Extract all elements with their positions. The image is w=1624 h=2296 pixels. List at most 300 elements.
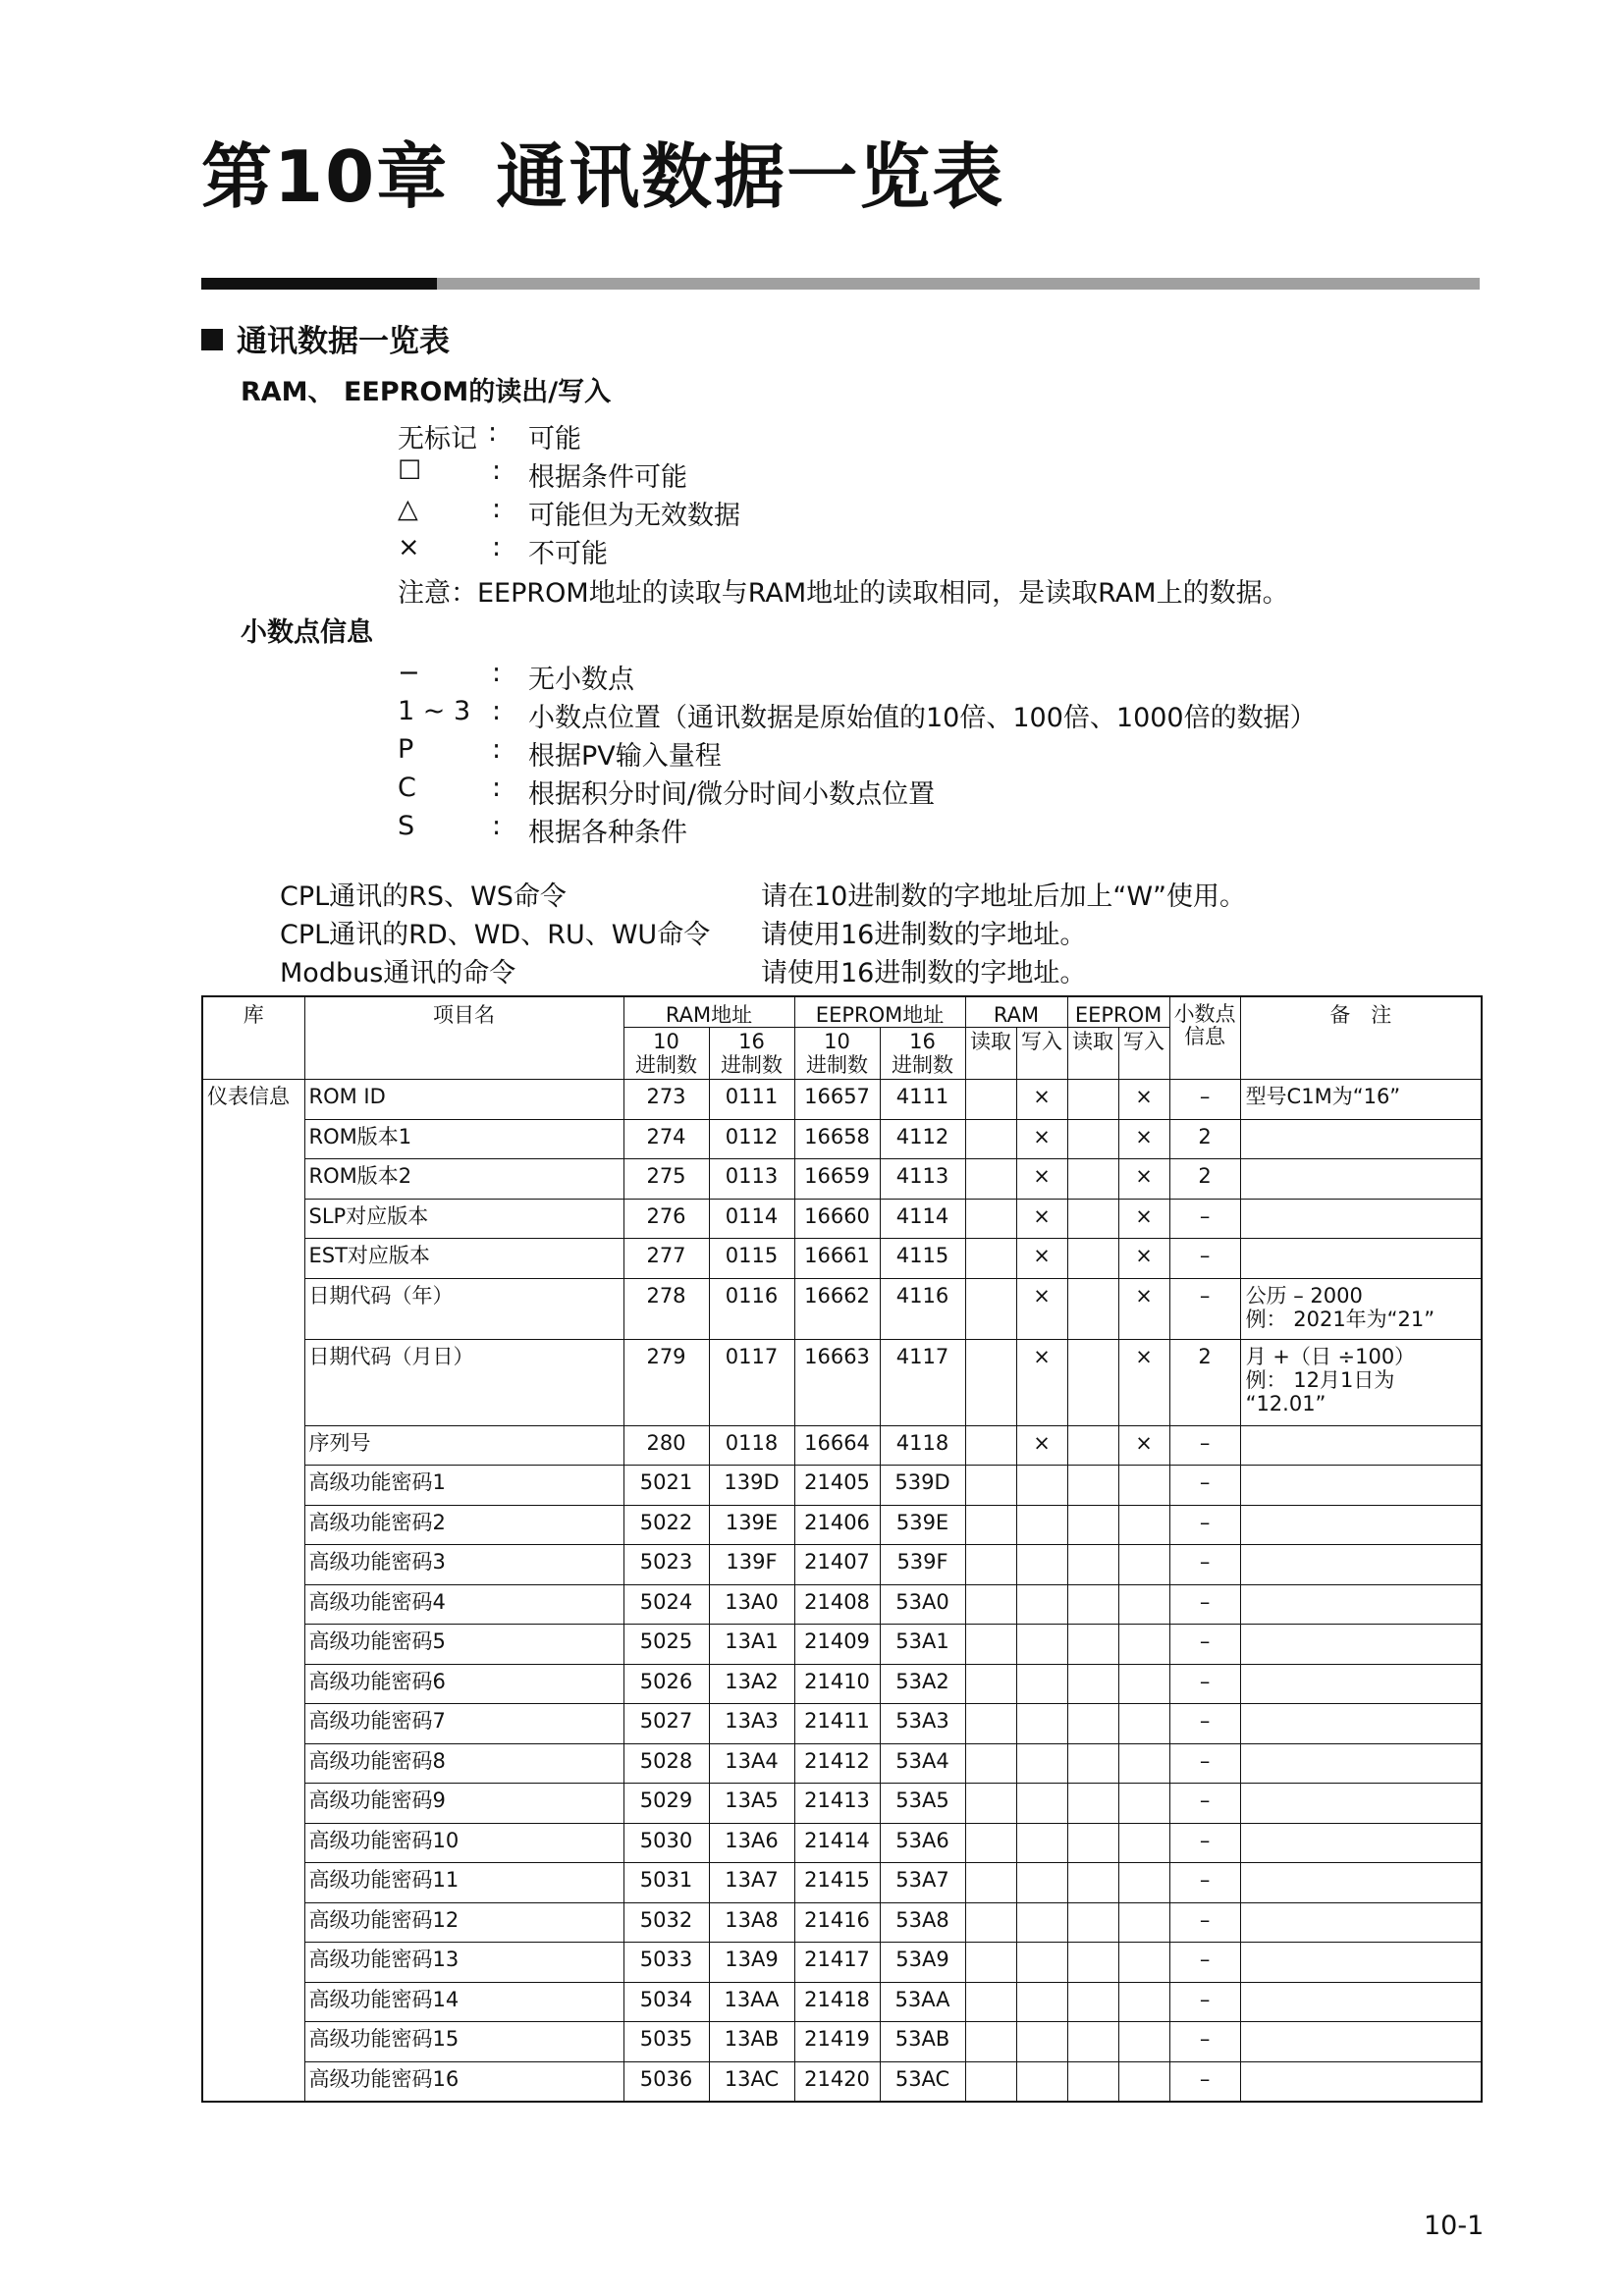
legend-text: 无小数点	[528, 665, 634, 695]
ram-hex-cell: 0112	[709, 1119, 794, 1159]
ram-write-cell	[1016, 1625, 1067, 1665]
eeprom-hex-cell: 53A3	[880, 1704, 965, 1744]
eeprom-hex-cell: 53A2	[880, 1664, 965, 1704]
ram-read-cell	[965, 1278, 1016, 1339]
table-row	[202, 1982, 1482, 2022]
eeprom-hex-cell: 53A7	[880, 1863, 965, 1903]
eeprom-read-cell	[1067, 1743, 1118, 1784]
table-row	[202, 1902, 1482, 1943]
section-heading-text: 通讯数据一览表	[237, 324, 450, 359]
remark-cell	[1240, 1625, 1482, 1665]
header-remarks: 备 注	[1240, 996, 1482, 1080]
legend-colon: :	[492, 455, 502, 486]
eeprom-hex-cell: 4113	[880, 1159, 965, 1200]
legend-colon: :	[492, 696, 502, 726]
item-name-cell: 高级功能密码16	[304, 2061, 623, 2102]
eeprom-write-cell	[1118, 1466, 1169, 1506]
ram-dec-cell: 5026	[623, 1664, 709, 1704]
eeprom-read-cell	[1067, 1239, 1118, 1279]
item-name-cell: SLP对应版本	[304, 1199, 623, 1239]
item-name-cell: 序列号	[304, 1425, 623, 1466]
command-note: 请使用16进制数的字地址。	[761, 958, 1087, 988]
table-row	[202, 1159, 1482, 1200]
decimal-info-cell: –	[1169, 1584, 1240, 1625]
ram-hex-cell: 13A7	[709, 1863, 794, 1903]
eeprom-dec-cell: 21405	[794, 1466, 880, 1506]
ram-hex-cell: 13A4	[709, 1743, 794, 1784]
ram-write-cell	[1016, 1505, 1067, 1545]
header-bank: 库	[202, 996, 304, 1080]
header-ram-write: 写入	[1016, 1028, 1067, 1080]
eeprom-hex-cell: 53AC	[880, 2061, 965, 2102]
table-row	[202, 1505, 1482, 1545]
ram-read-cell	[965, 1743, 1016, 1784]
eeprom-dec-cell: 16657	[794, 1080, 880, 1120]
decimal-info-cell: –	[1169, 1823, 1240, 1863]
ram-dec-cell: 5028	[623, 1743, 709, 1784]
ram-read-cell	[965, 1505, 1016, 1545]
remark-cell	[1240, 1743, 1482, 1784]
eeprom-hex-cell: 4116	[880, 1278, 965, 1339]
ram-read-cell	[965, 1823, 1016, 1863]
ram-dec-cell: 274	[623, 1119, 709, 1159]
ram-dec-cell: 5035	[623, 2022, 709, 2062]
remark-cell	[1240, 1943, 1482, 1983]
eeprom-read-cell	[1067, 1425, 1118, 1466]
legend-symbol: P	[398, 734, 414, 765]
header-eeprom-read: 读取	[1067, 1028, 1118, 1080]
decimal-info-cell: –	[1169, 1505, 1240, 1545]
table-row	[202, 1584, 1482, 1625]
eeprom-write-cell	[1118, 1982, 1169, 2022]
ram-write-cell	[1016, 1743, 1067, 1784]
item-name-cell: 高级功能密码1	[304, 1466, 623, 1506]
ram-write-cell	[1016, 1823, 1067, 1863]
legend-text: 根据条件可能	[528, 462, 687, 493]
decimal-info-cell: –	[1169, 1199, 1240, 1239]
table-body	[202, 1080, 1482, 2103]
eeprom-hex-cell: 53A8	[880, 1902, 965, 1943]
chapter-title	[201, 120, 1004, 222]
eeprom-read-cell	[1067, 1943, 1118, 1983]
header-eeprom-address: EEPROM地址	[794, 996, 965, 1028]
legend-colon: :	[488, 417, 498, 448]
table-row	[202, 1704, 1482, 1744]
eeprom-read-cell	[1067, 1902, 1118, 1943]
header-ram: RAM	[965, 996, 1067, 1028]
remark-cell: 公历 – 2000 例： 2021年为“21”	[1240, 1278, 1482, 1339]
remark-cell	[1240, 1199, 1482, 1239]
eeprom-dec-cell: 16664	[794, 1425, 880, 1466]
legend-colon: :	[492, 494, 502, 524]
command-note: 请在10进制数的字地址后加上“W”使用。	[761, 881, 1247, 912]
ram-hex-cell: 0111	[709, 1080, 794, 1120]
eeprom-write-cell	[1118, 1863, 1169, 1903]
ram-dec-cell: 277	[623, 1239, 709, 1279]
item-name-cell: 高级功能密码15	[304, 2022, 623, 2062]
ram-write-cell: ×	[1016, 1425, 1067, 1466]
ram-read-cell	[965, 1425, 1016, 1466]
ram-read-cell	[965, 2022, 1016, 2062]
legend-colon: :	[492, 811, 502, 841]
table-row	[202, 1545, 1482, 1585]
remark-cell	[1240, 1425, 1482, 1466]
remark-cell	[1240, 1902, 1482, 1943]
eeprom-read-cell	[1067, 1278, 1118, 1339]
eeprom-read-cell	[1067, 1339, 1118, 1425]
eeprom-hex-cell: 53A4	[880, 1743, 965, 1784]
legend-text: 小数点位置（通讯数据是原始值的10倍、100倍、1000倍的数据）	[528, 703, 1317, 733]
ram-dec-cell: 273	[623, 1080, 709, 1120]
ram-write-cell: ×	[1016, 1159, 1067, 1200]
eeprom-read-cell	[1067, 1863, 1118, 1903]
ram-read-cell	[965, 1664, 1016, 1704]
remark-cell	[1240, 1982, 1482, 2022]
section-heading	[201, 316, 450, 360]
eeprom-dec-cell: 21412	[794, 1743, 880, 1784]
remark-cell	[1240, 1545, 1482, 1585]
eeprom-dec-cell: 21420	[794, 2061, 880, 2102]
ram-write-cell: ×	[1016, 1119, 1067, 1159]
decimal-info-cell: –	[1169, 1982, 1240, 2022]
decimal-info-cell: –	[1169, 1466, 1240, 1506]
eeprom-hex-cell: 4112	[880, 1119, 965, 1159]
eeprom-dec-cell: 16662	[794, 1278, 880, 1339]
eeprom-write-cell: ×	[1118, 1425, 1169, 1466]
eeprom-write-cell	[1118, 1943, 1169, 1983]
eeprom-write-cell	[1118, 1625, 1169, 1665]
ram-hex-cell: 139F	[709, 1545, 794, 1585]
eeprom-dec-cell: 16663	[794, 1339, 880, 1425]
item-name-cell: 高级功能密码9	[304, 1784, 623, 1824]
item-name-cell: 高级功能密码12	[304, 1902, 623, 1943]
eeprom-dec-cell: 21409	[794, 1625, 880, 1665]
ram-hex-cell: 13A5	[709, 1784, 794, 1824]
ram-dec-cell: 275	[623, 1159, 709, 1200]
eeprom-write-cell	[1118, 1743, 1169, 1784]
eeprom-dec-cell: 21414	[794, 1823, 880, 1863]
eeprom-read-cell	[1067, 1823, 1118, 1863]
remark-cell	[1240, 1664, 1482, 1704]
item-name-cell: 高级功能密码7	[304, 1704, 623, 1744]
header-decimal-info: 小数点 信息	[1169, 996, 1240, 1080]
item-name-cell: ROM版本1	[304, 1119, 623, 1159]
legend-symbol: −	[398, 658, 420, 688]
legend-text: 可能但为无效数据	[528, 501, 740, 531]
square-bullet-icon	[201, 329, 223, 350]
ram-dec-cell: 5021	[623, 1466, 709, 1506]
ram-write-cell: ×	[1016, 1278, 1067, 1339]
decimal-info-cell: –	[1169, 1784, 1240, 1824]
eeprom-dec-cell: 21416	[794, 1902, 880, 1943]
table-row	[202, 1239, 1482, 1279]
ram-write-cell	[1016, 1943, 1067, 1983]
eeprom-write-cell	[1118, 1664, 1169, 1704]
remark-cell	[1240, 1823, 1482, 1863]
ram-hex-cell: 13A1	[709, 1625, 794, 1665]
table-row	[202, 1625, 1482, 1665]
eeprom-write-cell	[1118, 1784, 1169, 1824]
item-name-cell: 高级功能密码11	[304, 1863, 623, 1903]
table-row	[202, 2022, 1482, 2062]
legend-text: 不可能	[528, 539, 608, 569]
legend-symbol: 1 ~ 3	[398, 696, 471, 726]
ram-read-cell	[965, 1239, 1016, 1279]
table-row	[202, 1743, 1482, 1784]
eeprom-hex-cell: 53A5	[880, 1784, 965, 1824]
title-rule-dark	[201, 278, 437, 290]
ram-read-cell	[965, 1159, 1016, 1200]
header-eeprom-dec: 10 进制数	[794, 1028, 880, 1080]
eeprom-write-cell	[1118, 1545, 1169, 1585]
ram-dec-cell: 278	[623, 1278, 709, 1339]
ram-hex-cell: 13AA	[709, 1982, 794, 2022]
ram-dec-cell: 5030	[623, 1823, 709, 1863]
eeprom-read-cell	[1067, 1119, 1118, 1159]
remark-cell	[1240, 1119, 1482, 1159]
eeprom-read-cell	[1067, 1199, 1118, 1239]
decimal-info-cell: 2	[1169, 1119, 1240, 1159]
ram-read-cell	[965, 1982, 1016, 2022]
ram-dec-cell: 5027	[623, 1704, 709, 1744]
command-note: 请使用16进制数的字地址。	[761, 920, 1087, 950]
remark-cell	[1240, 1784, 1482, 1824]
ram-write-cell	[1016, 1784, 1067, 1824]
ram-hex-cell: 0117	[709, 1339, 794, 1425]
remark-cell: 月 +（日 ÷100） 例： 12月1日为 “12.01”	[1240, 1339, 1482, 1425]
eeprom-write-cell	[1118, 1704, 1169, 1744]
header-eeprom-hex: 16 进制数	[880, 1028, 965, 1080]
table-row	[202, 1339, 1482, 1425]
page-number: 10-1	[1424, 2211, 1485, 2241]
ram-read-cell	[965, 1199, 1016, 1239]
item-name-cell: 高级功能密码10	[304, 1823, 623, 1863]
command-name: Modbus通讯的命令	[280, 958, 516, 988]
remark-cell	[1240, 1863, 1482, 1903]
ram-write-cell: ×	[1016, 1239, 1067, 1279]
eeprom-hex-cell: 539E	[880, 1505, 965, 1545]
ram-dec-cell: 5029	[623, 1784, 709, 1824]
table-header-row	[202, 996, 1482, 1028]
ram-dec-cell: 5023	[623, 1545, 709, 1585]
ram-read-cell	[965, 1625, 1016, 1665]
ram-read-cell	[965, 1863, 1016, 1903]
eeprom-read-cell	[1067, 1664, 1118, 1704]
ram-write-cell	[1016, 1664, 1067, 1704]
eeprom-dec-cell: 16658	[794, 1119, 880, 1159]
table-row	[202, 1863, 1482, 1903]
ram-hex-cell: 0116	[709, 1278, 794, 1339]
ram-dec-cell: 5033	[623, 1943, 709, 1983]
decimal-info-cell: –	[1169, 1943, 1240, 1983]
eeprom-read-cell	[1067, 1625, 1118, 1665]
ram-hex-cell: 139E	[709, 1505, 794, 1545]
ram-write-cell	[1016, 2022, 1067, 2062]
decimal-info-cell: –	[1169, 1902, 1240, 1943]
ram-dec-cell: 5022	[623, 1505, 709, 1545]
ram-read-cell	[965, 1584, 1016, 1625]
legend-symbol: C	[398, 773, 416, 803]
eeprom-hex-cell: 4111	[880, 1080, 965, 1120]
eeprom-read-cell	[1067, 1505, 1118, 1545]
legend-text: 根据各种条件	[528, 818, 687, 848]
ram-read-cell	[965, 1784, 1016, 1824]
header-eeprom: EEPROM	[1067, 996, 1169, 1028]
table-row	[202, 1119, 1482, 1159]
ram-write-cell	[1016, 1902, 1067, 1943]
header-ram-address: RAM地址	[623, 996, 794, 1028]
eeprom-write-cell: ×	[1118, 1339, 1169, 1425]
legend-symbol: S	[398, 811, 415, 841]
eeprom-dec-cell: 21413	[794, 1784, 880, 1824]
eeprom-write-cell	[1118, 1823, 1169, 1863]
ram-read-cell	[965, 1466, 1016, 1506]
decimal-info-cell: –	[1169, 1863, 1240, 1903]
item-name-cell: ROM版本2	[304, 1159, 623, 1200]
eeprom-write-cell: ×	[1118, 1239, 1169, 1279]
rw-note: 注意：EEPROM地址的读取与RAM地址的读取相同，是读取RAM上的数据。	[398, 578, 1289, 609]
eeprom-write-cell: ×	[1118, 1199, 1169, 1239]
table-row	[202, 1823, 1482, 1863]
eeprom-dec-cell: 21415	[794, 1863, 880, 1903]
ram-dec-cell: 5025	[623, 1625, 709, 1665]
legend-colon: :	[492, 734, 502, 765]
eeprom-dec-cell: 21418	[794, 1982, 880, 2022]
item-name-cell: 日期代码（年）	[304, 1278, 623, 1339]
eeprom-write-cell	[1118, 2022, 1169, 2062]
legend-symbol: ×	[398, 532, 420, 562]
ram-write-cell: ×	[1016, 1080, 1067, 1120]
eeprom-read-cell	[1067, 1159, 1118, 1200]
legend-symbol: ☐	[398, 455, 422, 486]
eeprom-dec-cell: 21410	[794, 1664, 880, 1704]
eeprom-read-cell	[1067, 2061, 1118, 2102]
ram-write-cell	[1016, 1466, 1067, 1506]
title-rule-light	[437, 278, 1480, 290]
ram-hex-cell: 0118	[709, 1425, 794, 1466]
eeprom-dec-cell: 21406	[794, 1505, 880, 1545]
eeprom-read-cell	[1067, 1080, 1118, 1120]
ram-write-cell	[1016, 1863, 1067, 1903]
remark-cell	[1240, 2022, 1482, 2062]
remark-cell	[1240, 1159, 1482, 1200]
eeprom-hex-cell: 53A0	[880, 1584, 965, 1625]
ram-hex-cell: 13A9	[709, 1943, 794, 1983]
ram-dec-cell: 5031	[623, 1863, 709, 1903]
ram-hex-cell: 13A3	[709, 1704, 794, 1744]
ram-dec-cell: 5032	[623, 1902, 709, 1943]
eeprom-dec-cell: 16661	[794, 1239, 880, 1279]
item-name-cell: 高级功能密码5	[304, 1625, 623, 1665]
remark-cell	[1240, 2061, 1482, 2102]
chapter-title-text: 通讯数据一览表	[496, 135, 1005, 218]
ram-read-cell	[965, 1902, 1016, 1943]
legend-colon: :	[492, 658, 502, 688]
command-name: CPL通讯的RD、WD、RU、WU命令	[280, 920, 711, 950]
ram-dec-cell: 280	[623, 1425, 709, 1466]
decimal-info-cell: –	[1169, 1545, 1240, 1585]
item-name-cell: 高级功能密码13	[304, 1943, 623, 1983]
ram-read-cell	[965, 1545, 1016, 1585]
item-name-cell: 高级功能密码2	[304, 1505, 623, 1545]
remark-cell	[1240, 1584, 1482, 1625]
header-ram-read: 读取	[965, 1028, 1016, 1080]
header-ram-dec: 10 进制数	[623, 1028, 709, 1080]
eeprom-write-cell: ×	[1118, 1119, 1169, 1159]
eeprom-dec-cell: 21407	[794, 1545, 880, 1585]
eeprom-write-cell	[1118, 1584, 1169, 1625]
decimal-info-cell: –	[1169, 1425, 1240, 1466]
item-name-cell: 高级功能密码14	[304, 1982, 623, 2022]
ram-read-cell	[965, 1943, 1016, 1983]
decimal-info-cell: –	[1169, 1704, 1240, 1744]
eeprom-dec-cell: 21417	[794, 1943, 880, 1983]
legend-symbol: △	[398, 494, 418, 524]
legend-text: 根据积分时间/微分时间小数点位置	[528, 779, 936, 810]
decimal-info-cell: –	[1169, 1278, 1240, 1339]
eeprom-dec-cell: 21419	[794, 2022, 880, 2062]
ram-dec-cell: 279	[623, 1339, 709, 1425]
decimal-info-cell: 2	[1169, 1159, 1240, 1200]
eeprom-hex-cell: 4118	[880, 1425, 965, 1466]
item-name-cell: 高级功能密码6	[304, 1664, 623, 1704]
decimal-info-heading: 小数点信息	[241, 617, 373, 648]
remark-cell	[1240, 1505, 1482, 1545]
eeprom-write-cell: ×	[1118, 1278, 1169, 1339]
eeprom-hex-cell: 4115	[880, 1239, 965, 1279]
ram-read-cell	[965, 2061, 1016, 2102]
eeprom-read-cell	[1067, 1466, 1118, 1506]
ram-read-cell	[965, 1119, 1016, 1159]
remark-cell	[1240, 1239, 1482, 1279]
eeprom-hex-cell: 4117	[880, 1339, 965, 1425]
table-row	[202, 1425, 1482, 1466]
eeprom-read-cell	[1067, 1982, 1118, 2022]
eeprom-dec-cell: 21408	[794, 1584, 880, 1625]
eeprom-read-cell	[1067, 1704, 1118, 1744]
communication-data-table	[201, 995, 1483, 2103]
decimal-info-cell: –	[1169, 1625, 1240, 1665]
ram-hex-cell: 139D	[709, 1466, 794, 1506]
item-name-cell: 高级功能密码8	[304, 1743, 623, 1784]
remark-cell	[1240, 1466, 1482, 1506]
header-item: 项目名	[304, 996, 623, 1080]
ram-dec-cell: 276	[623, 1199, 709, 1239]
eeprom-write-cell	[1118, 1505, 1169, 1545]
eeprom-read-cell	[1067, 1545, 1118, 1585]
ram-eeprom-heading: RAM、 EEPROM的读出/写入	[241, 377, 612, 407]
ram-hex-cell: 0114	[709, 1199, 794, 1239]
table-row	[202, 1943, 1482, 1983]
legend-colon: :	[492, 773, 502, 803]
eeprom-read-cell	[1067, 2022, 1118, 2062]
decimal-info-cell: –	[1169, 2022, 1240, 2062]
ram-hex-cell: 0113	[709, 1159, 794, 1200]
eeprom-hex-cell: 539D	[880, 1466, 965, 1506]
chapter-number: 第10章	[201, 135, 450, 218]
table-row	[202, 1664, 1482, 1704]
eeprom-dec-cell: 16660	[794, 1199, 880, 1239]
ram-hex-cell: 13AC	[709, 2061, 794, 2102]
ram-write-cell: ×	[1016, 1199, 1067, 1239]
ram-write-cell	[1016, 1704, 1067, 1744]
remark-cell: 型号C1M为“16”	[1240, 1080, 1482, 1120]
ram-hex-cell: 13A0	[709, 1584, 794, 1625]
eeprom-hex-cell: 539F	[880, 1545, 965, 1585]
eeprom-hex-cell: 53A6	[880, 1823, 965, 1863]
ram-dec-cell: 5024	[623, 1584, 709, 1625]
ram-hex-cell: 13AB	[709, 2022, 794, 2062]
